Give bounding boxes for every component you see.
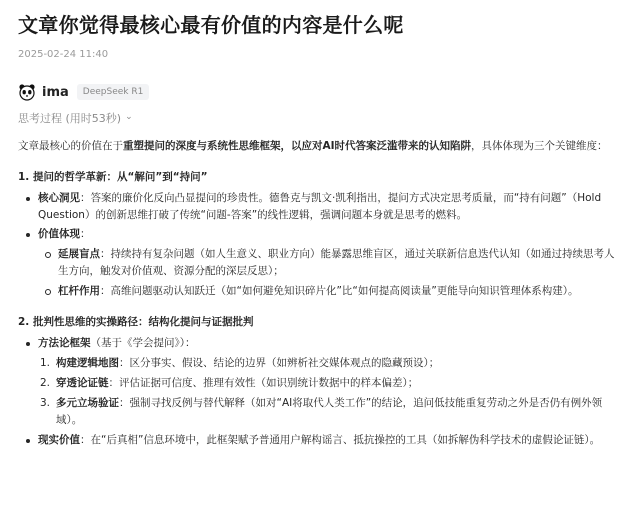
author-row [18, 82, 622, 102]
thinking-label: 思考过程 (用时53秒) [18, 112, 122, 125]
page-title: 文章你觉得最核心最有价值的内容是什么呢 [18, 13, 404, 37]
item-text: （基于《学会提问》）： [90, 337, 196, 349]
sub-list-item [18, 283, 622, 300]
panda-logo-icon [18, 83, 36, 101]
numbered-item [18, 375, 622, 392]
sub-list [18, 246, 622, 300]
numbered-label: 穿透论证链 [56, 377, 109, 389]
numbered-text: ：强制寻找反例与替代解释（如对“AI将取代人类工作”的结论，追问低技能重复劳动之外是否仍有例外领域）。 [56, 397, 603, 426]
numbered-text: ：区分事实、假设、结论的边界（如辨析社交媒体观点的隐藏预设）； [119, 357, 440, 369]
numbered-list [18, 355, 622, 429]
sub-item-text: ：高维问题驱动认知跃迁（如“如何避免知识碎片化”比“如何提高阅读量”更能导向知识管理体系构建）。 [100, 285, 579, 297]
numbered-item [18, 395, 622, 429]
intro-paragraph [18, 138, 622, 155]
item-number: 3. [40, 397, 51, 409]
sub-item-label: 杠杆作用 [58, 285, 100, 297]
model-badge: DeepSeek R1 [77, 84, 150, 100]
thinking-toggle[interactable] [18, 110, 133, 126]
section-list [18, 190, 622, 300]
item-number: 1. [40, 357, 51, 369]
intro-bold: 重塑提问的深度与系统性思维框架，以应对AI时代答案泛滥带来的认知陷阱 [123, 140, 472, 152]
item-text: ：答案的廉价化反向凸显提问的珍贵性。德鲁克与凯文·凯利指出，提问方式决定思考质量，而“持有问题”（Hold Question）的创新思维打破了传统“问题-答案”的线性逻辑，强调问题本身就是思考的燃料。 [38, 192, 602, 221]
numbered-item [18, 355, 622, 372]
section-title: 2. 批判性思维的实操路径：结构化提问与证据批判 [18, 316, 254, 328]
sub-list-item [18, 246, 622, 280]
item-label: 方法论框架 [38, 337, 91, 349]
numbered-label: 多元立场验证 [56, 397, 119, 409]
item-label: 核心洞见 [38, 192, 80, 204]
numbered-text: ：评估证据可信度、推理有效性（如识别统计数据中的样本偏差）； [108, 377, 419, 389]
sub-item-text: ：持续持有复杂问题（如人生意义、职业方向）能暴露思维盲区，通过关联新信息迭代认知（如通过持续思考人生方向，触发对价值观、资源分配的深层反思）； [58, 248, 615, 277]
item-text: ： [80, 228, 91, 240]
intro-text-end: ，具体体现为三个关键维度： [471, 140, 608, 152]
item-text: ：在“后真相”信息环境中，此框架赋予普通用户解构谣言、抵抗操控的工具（如拆解伪科学技术的虚假论证链）。 [80, 434, 601, 446]
numbered-label: 构建逻辑地图 [56, 357, 119, 369]
list-item [18, 335, 622, 429]
chevron-down-icon: ⌄ [125, 112, 133, 122]
item-number: 2. [40, 377, 51, 389]
section-title: 1. 提问的哲学革新：从“解问”到“持问” [18, 171, 208, 183]
timestamp: 2025-02-24 11:40 [18, 49, 109, 60]
author-name: ima [42, 84, 69, 100]
list-item [18, 226, 622, 300]
list-item [18, 190, 622, 224]
list-item [18, 432, 622, 449]
answer-content [18, 138, 622, 449]
intro-text: 文章最核心的价值在于 [18, 140, 123, 152]
section-list [18, 335, 622, 449]
sub-item-label: 延展盲点 [58, 248, 100, 260]
item-label: 现实价值 [38, 434, 80, 446]
item-label: 价值体现 [38, 228, 80, 240]
